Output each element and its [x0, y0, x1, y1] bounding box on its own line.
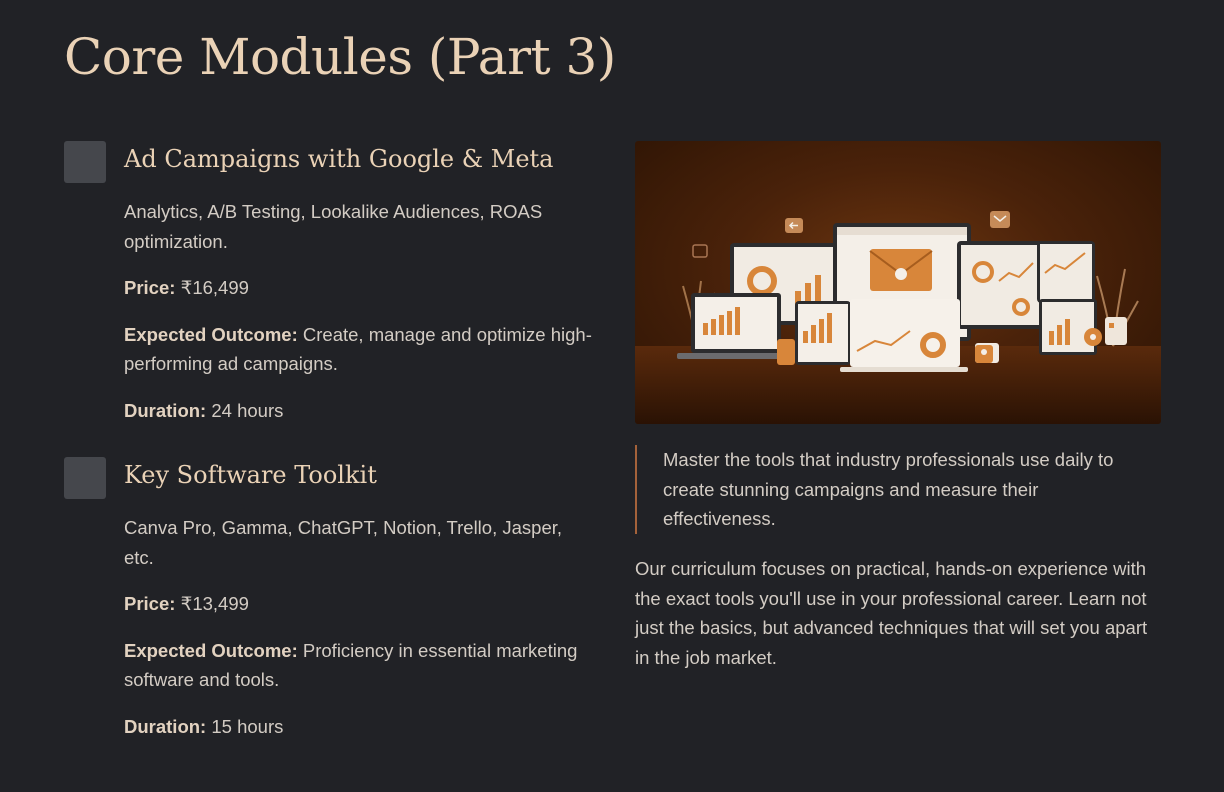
monitor-far-right: [1037, 241, 1095, 303]
quote-block: [635, 445, 1155, 534]
module-outcome: [124, 636, 594, 695]
outcome-label: Expected Outcome:: [124, 323, 298, 345]
outcome-label: Expected Outcome:: [124, 639, 298, 661]
module-title: Ad Campaigns with Google & Meta: [124, 145, 554, 173]
price-label: Price:: [124, 277, 176, 298]
image-icon: [693, 245, 707, 257]
price-value: ₹16,499: [180, 277, 249, 298]
module-title: Key Software Toolkit: [124, 461, 377, 489]
devices-illustration: [635, 141, 1161, 424]
module-outcome: [124, 320, 594, 379]
tablet-analytics: [795, 301, 851, 365]
paragraph-text: Our curriculum focuses on practical, hands-on experience with the exact tools you'll use in your professional career. Learn not just the basics, but advanced techniques that will set you apart in the job market.: [635, 558, 1148, 668]
module-marker: [64, 141, 106, 183]
outcome-value: Proficiency in essential marketing software and tools.: [124, 639, 578, 690]
module-description: Analytics, A/B Testing, Lookalike Audiences, ROAS optimization.: [124, 201, 543, 252]
duration-value: 15 hours: [211, 715, 284, 737]
duration-value: 24 hours: [211, 399, 284, 421]
location-pin-icon: [1084, 328, 1102, 346]
curriculum-paragraph: [635, 554, 1155, 672]
monitor-right: [957, 241, 1045, 329]
user-icon: [975, 345, 993, 363]
page-title: Core Modules (Part 3): [64, 28, 616, 86]
module-price: [124, 273, 594, 303]
envelope-icon: [870, 249, 932, 291]
dashboard-board-front: [840, 299, 968, 372]
price-label: Price:: [124, 593, 176, 614]
module-duration: [124, 396, 594, 426]
module-price: [124, 589, 594, 619]
quote-text: Master the tools that industry professionals use daily to create stunning campaigns and measure their effectiveness.: [663, 449, 1114, 529]
laptop-right: [1039, 299, 1097, 355]
calendar-icon: [1105, 317, 1127, 345]
hero-illustration: [635, 141, 1161, 424]
module-duration: [124, 712, 594, 742]
module-marker: [64, 457, 106, 499]
duration-label: Duration:: [124, 715, 207, 737]
cup-decoration: [777, 339, 795, 365]
module-description: Canva Pro, Gamma, ChatGPT, Notion, Trello, Jasper, etc.: [124, 517, 563, 568]
outcome-value: Create, manage and optimize high-performing ad campaigns.: [124, 323, 592, 374]
price-value: ₹13,499: [180, 593, 249, 614]
mail-icon: [990, 211, 1010, 228]
back-arrow-icon: [785, 218, 803, 233]
duration-label: Duration:: [124, 399, 207, 421]
